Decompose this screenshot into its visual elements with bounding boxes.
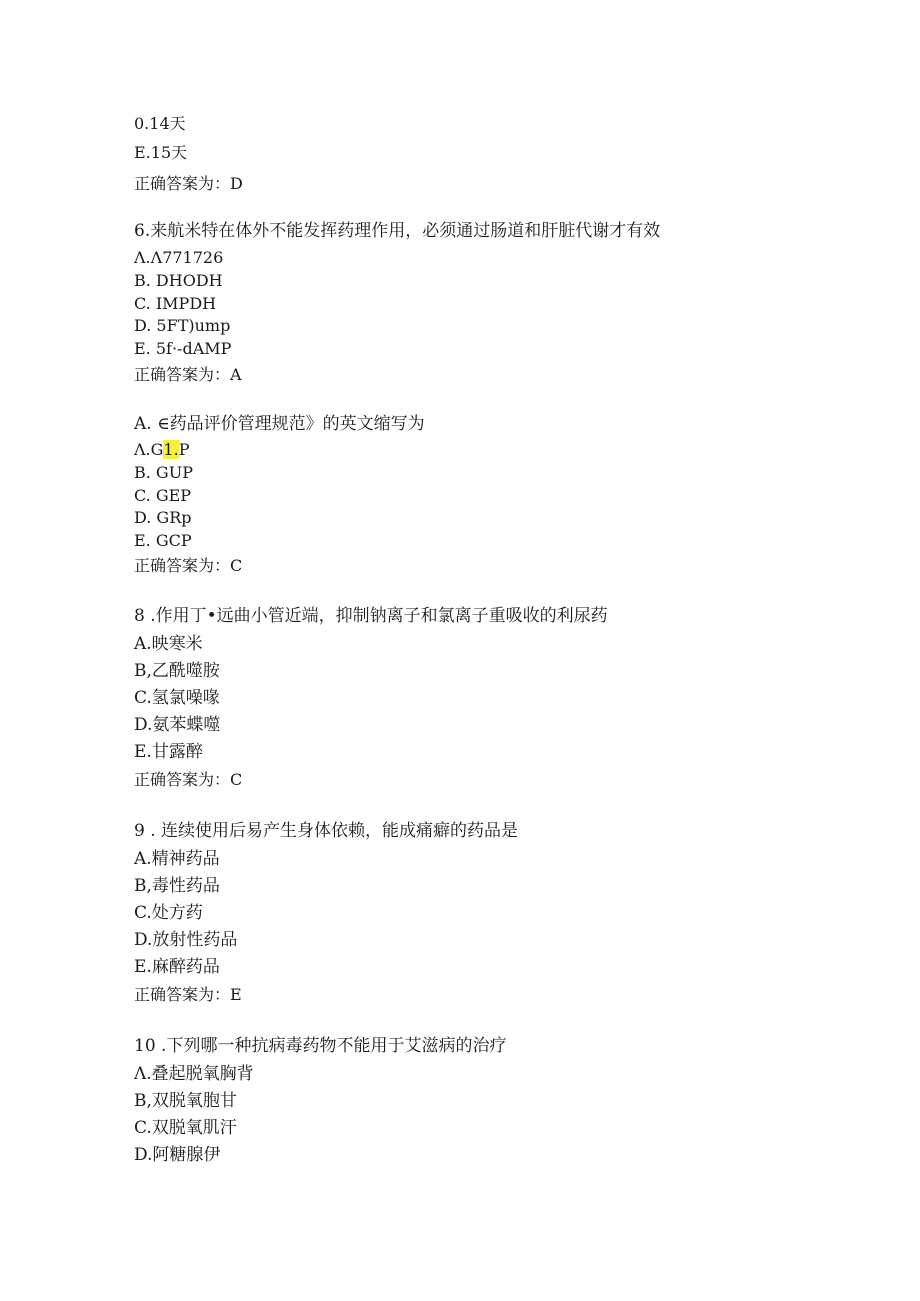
answer-line: 正确答案为：C <box>134 556 243 575</box>
option-a-highlighted <box>134 440 189 460</box>
answer-line: 正确答案为：A <box>134 365 242 384</box>
answer-line: 正确答案为：C <box>134 770 243 789</box>
question-9: 9 . 连续使用后易产生身体依赖，能成痛癖的药品是 <box>134 821 519 841</box>
option-d: D. GRp <box>134 508 192 527</box>
option-a: A.精神药品 <box>134 849 220 869</box>
option-c: C. IMPDH <box>134 294 217 313</box>
answer-line: 正确答案为：D <box>134 174 243 193</box>
option-b: B. GUP <box>134 463 193 482</box>
option-e: E. 5f·-dAMP <box>134 339 232 358</box>
option-d: D.阿糖腺伊 <box>134 1145 221 1165</box>
option-d: 0.14天 <box>134 114 186 133</box>
option-c: C.处方药 <box>134 903 203 923</box>
question-8: 8 .作用丁•远曲小管近端，抑制钠离子和氯离子重吸收的利尿药 <box>134 606 608 626</box>
option-b: B,双脱氧胞甘 <box>134 1091 237 1111</box>
option-a-suffix: P <box>178 440 190 459</box>
option-a: Λ.叠起脱氧胸背 <box>134 1064 254 1084</box>
option-a: Λ.Λ771726 <box>134 248 224 267</box>
option-a: A.映寒米 <box>134 634 203 654</box>
option-e: E.甘露醉 <box>134 742 203 762</box>
option-a-prefix: Λ.G <box>134 440 164 459</box>
option-b: B,乙酰噬胺 <box>134 661 220 681</box>
option-e: E.麻醉药品 <box>134 957 220 977</box>
option-c: C.氢氯噪喙 <box>134 688 220 708</box>
option-d: D.放射性药品 <box>134 930 238 950</box>
highlight-mark: 1. <box>163 440 179 459</box>
question-10: 10 .下列哪一种抗病毒药物不能用于艾滋病的治疗 <box>134 1036 507 1056</box>
option-d: D.氨苯蝶噬 <box>134 715 221 735</box>
option-c: C.双脱氧肌汗 <box>134 1118 237 1138</box>
option-e: E. GCP <box>134 531 192 550</box>
option-b: B. DHODH <box>134 271 223 290</box>
question-7: A. ∈药品评价管理规范》的英文缩写为 <box>134 414 425 434</box>
option-b: B,毒性药品 <box>134 876 220 896</box>
option-c: C. GEP <box>134 486 192 505</box>
option-d: D. 5FT)ump <box>134 316 231 335</box>
answer-line: 正确答案为：E <box>134 985 242 1004</box>
question-6: 6.来航米特在体外不能发挥药理作用，必须通过肠道和肝脏代谢才有效 <box>134 221 661 241</box>
option-e: E.15天 <box>134 143 188 162</box>
